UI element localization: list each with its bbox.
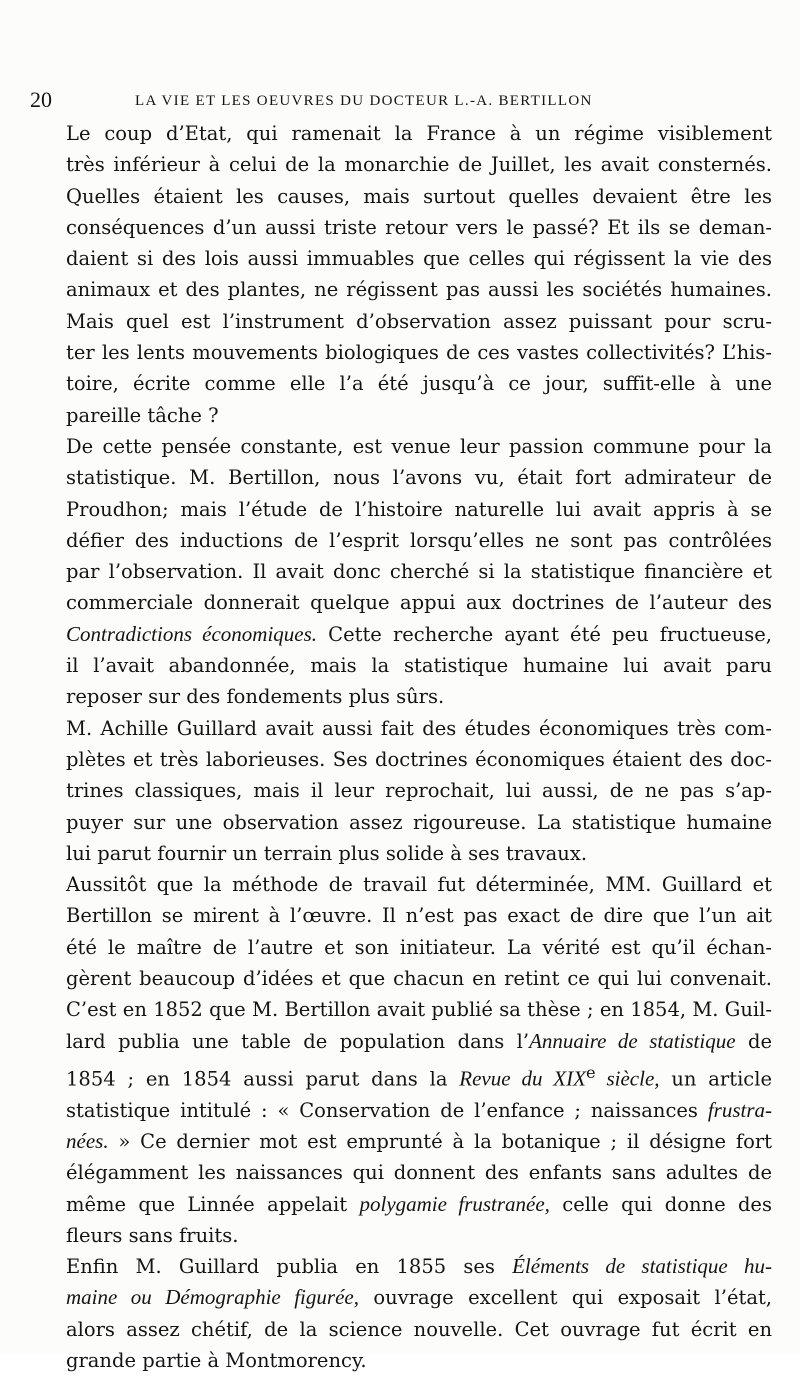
text-fragment: » Ce dernier mot est emprunté à la botanique ; il désigne fort: [108, 1130, 772, 1153]
text-line: De cette pensée constante, est venue leur passion commune pour la: [66, 434, 772, 458]
text-line: reposer sur des fondements plus sûrs.: [66, 685, 445, 709]
text-line: alors assez chétif, de la science nouvelle. Cet ouvrage fut écrit en: [66, 1317, 772, 1341]
italic-title: maine ou Démographie figurée,: [66, 1285, 359, 1310]
text-line: défier des inductions de l’esprit lorsqu’elles ne sont pas contrôlées: [66, 528, 772, 552]
text-line: élégamment les naissances qui donnent des enfants sans adultes de: [66, 1161, 772, 1185]
text-line: conséquences d’un aussi triste retour vers le passé? Et ils se deman-: [66, 215, 772, 239]
paragraph-4: [44, 869, 772, 1251]
italic-word: nées.: [66, 1129, 109, 1153]
text-line: [44, 1189, 772, 1220]
text-line: statistique. M. Bertillon, nous l’avons vu, était fort admirateur de: [66, 466, 772, 490]
italic-title: siècle,: [595, 1066, 660, 1091]
italic-title: Contradictions économiques.: [66, 621, 318, 646]
text-line: fleurs sans fruits.: [66, 1223, 239, 1247]
text-line: très inférieur à celui de la monarchie de Juillet, les avait consternés.: [66, 153, 772, 177]
paragraph-3: [44, 713, 772, 869]
text-line: Aussitôt que la méthode de travail fut déterminée, MM. Guillard et: [66, 873, 772, 897]
text-line: gèrent beaucoup d’idées et que chacun en retint ce qui lui convenait.: [66, 967, 772, 991]
italic-term: polygamie frustranée,: [359, 1191, 550, 1216]
text-line: lui parut fournir un terrain plus solide à ses travaux.: [66, 841, 588, 865]
text-line: été le maître de l’autre et son initiateur. La vérité est qu’il échan-: [66, 935, 772, 959]
text-line: par l’observation. Il avait donc cherché si la statistique financière et: [66, 560, 772, 584]
text-fragment: même que Linnée appelait: [66, 1192, 360, 1216]
text-line: trines classiques, mais il leur reprochait, lui aussi, de ne pas s’ap-: [66, 779, 772, 803]
italic-title: Revue du XIX: [459, 1066, 586, 1091]
text-line: [44, 1282, 772, 1313]
text-line: [44, 1251, 772, 1282]
text-line: [44, 1026, 772, 1057]
running-head: [30, 86, 770, 114]
italic-title: Éléments de statistique hu-: [512, 1254, 772, 1279]
text-line: toire, écrite comme elle l’a été jusqu’à ce jour, suffit-elle à une: [66, 372, 772, 396]
text-line: Proudhon; mais l’étude de l’histoire naturelle lui avait appris à se: [66, 497, 772, 521]
text-fragment: Enfin M. Guillard publia en 1855 ses: [66, 1255, 513, 1279]
page-number: 20: [30, 87, 52, 112]
paragraph-1: [44, 118, 772, 431]
text-line: ter les lents mouvements biologiques de ces vastes collectivités? L’his-: [66, 341, 772, 365]
text-fragment: lard publia une table de population dans l’: [66, 1029, 530, 1053]
text-line: plètes et très laborieuses. Ses doctrines économiques étaient des doc-: [66, 747, 772, 771]
text-line: [44, 1095, 772, 1126]
italic-word: frustra-: [707, 1097, 772, 1122]
text-fragment: 1854 ; en 1854 aussi parut dans la: [66, 1067, 460, 1091]
paragraph-2: [44, 431, 772, 713]
text-line: il l’avait abandonnée, mais la statistique humaine lui avait paru: [66, 654, 772, 678]
text-line: [44, 619, 772, 650]
text-fragment: Cette recherche ayant été peu fructueuse,: [317, 622, 772, 646]
text-fragment: de: [735, 1029, 772, 1053]
text-line: commerciale donnerait quelque appui aux doctrines de l’auteur des: [66, 591, 772, 615]
text-fragment: celle qui donne des: [549, 1192, 772, 1216]
text-line: animaux et des plantes, ne régissent pas aussi les sociétés humaines.: [66, 278, 772, 302]
text-line: M. Achille Guillard avait aussi fait des études économiques très com-: [66, 716, 772, 740]
text-line: daient si des lois aussi immuables que celles qui régissent la vie des: [66, 247, 772, 271]
text-line: puyer sur une observation assez rigoureuse. La statistique humaine: [66, 810, 772, 834]
text-line: C’est en 1852 que M. Bertillon avait publié sa thèse ; en 1854, M. Guil-: [66, 998, 772, 1022]
text-line: Mais quel est l’instrument d’observation assez puissant pour scru-: [66, 309, 772, 333]
text-line: Quelles étaient les causes, mais surtout quelles devaient être les: [66, 184, 772, 208]
superscript: e: [585, 1062, 596, 1082]
text-fragment: statistique intitulé : « Conservation de l’enfance ; naissances: [66, 1098, 708, 1122]
italic-title: Annuaire de statistique: [529, 1028, 736, 1053]
paragraph-5: [44, 1251, 772, 1376]
text-line: grande partie à Montmorency.: [66, 1349, 367, 1373]
text-line: pareille tâche ?: [66, 403, 219, 427]
running-title: LA VIE ET LES OEUVRES DU DOCTEUR L.-A. BERTILLON: [135, 93, 593, 109]
text-line: Bertillon se mirent à l’œuvre. Il n’est pas exact de dire que l’un ait: [66, 904, 772, 928]
text-line: [44, 1126, 772, 1157]
text-line: [44, 1057, 772, 1095]
body-text: [44, 118, 772, 1376]
text-line: Le coup d’Etat, qui ramenait la France à un régime visiblement: [66, 122, 772, 145]
text-fragment: un article: [659, 1067, 773, 1091]
text-fragment: ouvrage excellent qui exposait l’état,: [358, 1286, 772, 1310]
